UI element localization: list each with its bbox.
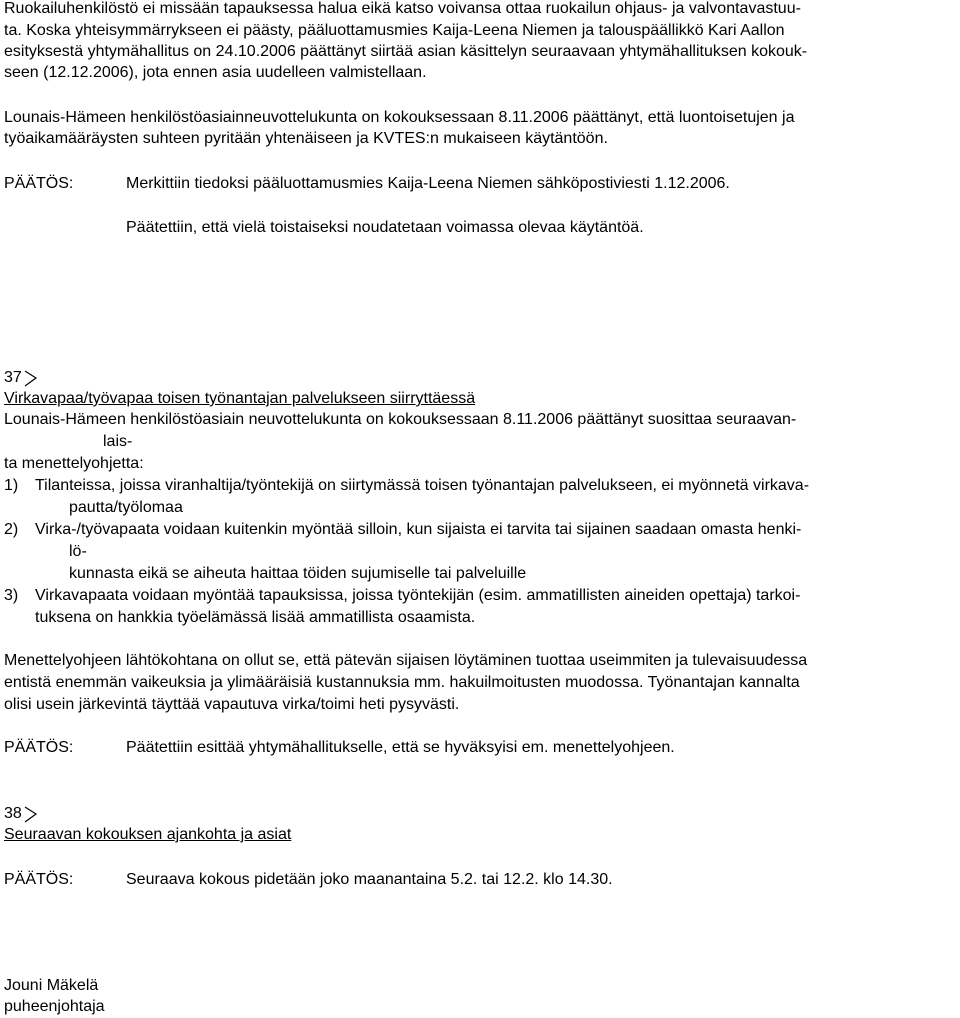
text-line: ta. Koska yhteisymmärrykseen ei päästy, pääluottamusmies Kaija-Leena Niemen ja talouspäällikkö Kari Aallon: [4, 22, 785, 39]
list-item-text: kunnasta eikä se aiheuta haittaa töiden sujumiselle tai palveluille: [69, 565, 527, 582]
signatory-role: puheenjohtaja: [4, 998, 105, 1015]
text-line: esityksestä yhtymähallitus on 24.10.2006 päättänyt siirtää asian käsittelyn seuraavaan yhtymähallituksen kokouk-: [4, 43, 808, 60]
text-line: Lounais-Hämeen henkilöstöasiain neuvottelukunta on kokouksessaan 8.11.2006 päättänyt suosittaa seuraavan-: [4, 411, 797, 428]
section-number: 38: [4, 805, 22, 822]
text-line: Menettelyohjeen lähtökohtana on ollut se, että pätevän sijaisen löytäminen tuottaa useimmiten ja tulevaisuudessa: [4, 652, 808, 669]
section-title: Virkavapaa/työvapaa toisen työnantajan palvelukseen siirryttäessä: [4, 390, 476, 407]
list-item-number: 1): [4, 477, 19, 494]
paragraph-break-mark: [24, 805, 38, 825]
list-item-number: 2): [4, 521, 19, 538]
text-line: Lounais-Hämeen henkilöstöasiainneuvottelukunta on kokouksessaan 8.11.2006 päättänyt, että luontoisetujen ja: [4, 109, 795, 126]
decision-label: PÄÄTÖS:: [4, 739, 74, 756]
list-item-text: Tilanteissa, joissa viranhaltija/työntekijä on siirtymässä toisen työnantajan palvelukseen, ei myönnetä virkava-: [35, 477, 810, 494]
decision-label: PÄÄTÖS:: [4, 175, 74, 192]
text-line: lais-: [103, 433, 133, 450]
signatory-name: Jouni Mäkelä: [4, 977, 99, 994]
text-line: seen (12.12.2006), jota ennen asia uudelleen valmistellaan.: [4, 64, 427, 81]
list-item-text: Virkavapaata voidaan myöntää tapauksissa, joissa työntekijän (esim. ammatillisten aineiden opettaja) tarkoi-: [35, 587, 801, 604]
section-number: 37: [4, 369, 22, 386]
list-item-text: lö-: [69, 543, 87, 560]
decision-label: PÄÄTÖS:: [4, 871, 74, 888]
list-item-number: 3): [4, 587, 19, 604]
list-item-text: Virka-/työvapaata voidaan kuitenkin myöntää silloin, kun sijaista ei tarvita tai sijainen saadaan omasta henki-: [35, 521, 802, 538]
paragraph-break-mark: [24, 369, 38, 389]
decision-text: Päätettiin, että vielä toistaiseksi noudatetaan voimassa olevaa käytäntöä.: [126, 219, 644, 236]
list-item-text: tuksena on hankkia työelämässä lisää ammatillista osaamista.: [35, 609, 476, 626]
list-item-text: pautta/työlomaa: [69, 499, 183, 516]
decision-text: Päätettiin esittää yhtymähallitukselle, että se hyväksyisi em. menettelyohjeen.: [126, 739, 675, 756]
text-line: entistä enemmän vaikeuksia ja ylimääräisiä kustannuksia mm. hakuilmoitusten muodossa. Työnantajan kannalta: [4, 674, 800, 691]
text-line: Ruokailuhenkilöstö ei missään tapauksessa halua eikä katso voivansa ottaa ruokailun ohjaus- ja valvontavastuu-: [4, 0, 801, 17]
decision-text: Merkittiin tiedoksi pääluottamusmies Kaija-Leena Niemen sähköpostiviesti 1.12.2006.: [126, 175, 730, 192]
text-line: ta menettelyohjetta:: [4, 455, 144, 472]
text-line: olisi usein järkevintä täyttää vapautuva virka/toimi heti pysyvästi.: [4, 696, 460, 713]
text-line: työaikamääräysten suhteen pyritään yhtenäiseen ja KVTES:n mukaiseen käytäntöön.: [4, 130, 608, 147]
section-title: Seuraavan kokouksen ajankohta ja asiat: [4, 826, 292, 843]
decision-text: Seuraava kokous pidetään joko maanantaina 5.2. tai 12.2. klo 14.30.: [126, 871, 613, 888]
